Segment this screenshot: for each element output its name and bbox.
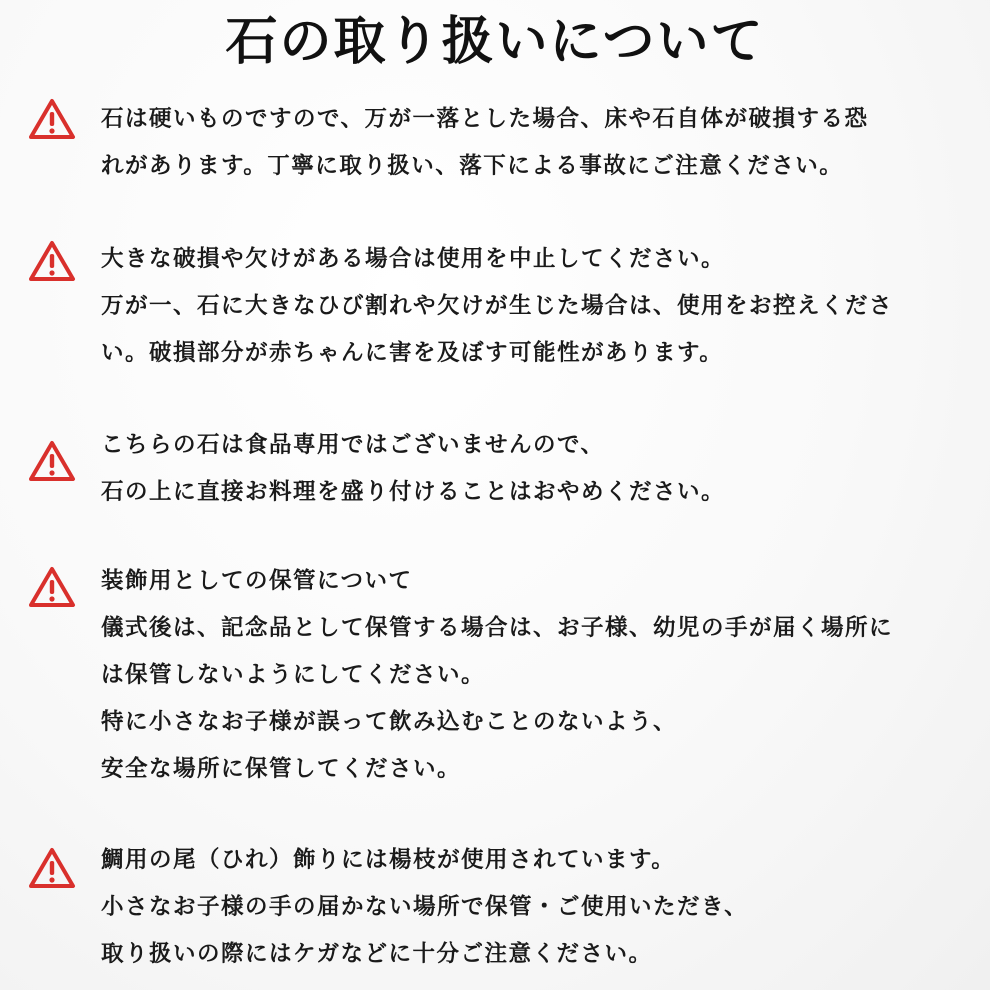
notice-line: 石の上に直接お料理を盛り付けることはおやめください。 [101, 479, 726, 505]
warning-triangle-icon [28, 847, 76, 889]
notice-line: い。破損部分が赤ちゃんに害を及ぼす可能性があります。 [101, 340, 724, 366]
notice-text [101, 558, 981, 793]
warning-triangle-icon [28, 98, 76, 140]
notice-text [101, 96, 981, 190]
notice-line: れがあります。丁寧に取り扱い、落下による事故にご注意ください。 [101, 153, 844, 179]
warning-triangle-icon [28, 566, 76, 608]
notice-line: 特に小さなお子様が誤って飲み込むことのないよう、 [101, 709, 678, 735]
notice-line: は保管しないようにしてください。 [101, 662, 486, 688]
page-title: 石の取り扱いについて [225, 11, 765, 72]
notice-line: 石は硬いものですので、万が一落とした場合、床や石自体が破損する恐 [101, 106, 869, 132]
notice-line: 取り扱いの際にはケガなどに十分ご注意ください。 [101, 941, 653, 967]
notice-text [101, 422, 981, 516]
notice-line: 大きな破損や欠けがある場合は使用を中止してください。 [101, 246, 726, 272]
notice-line: 鯛用の尾（ひれ）飾りには楊枝が使用されています。 [101, 847, 676, 873]
notice-line: 小さなお子様の手の届かない場所で保管・ご使用いただき、 [101, 894, 749, 920]
notice-text [101, 236, 981, 377]
notice-text [101, 837, 981, 978]
warning-triangle-icon [28, 240, 76, 282]
notice-line: こちらの石は食品専用ではございませんので、 [101, 432, 605, 458]
notice-line: 装飾用としての保管について [101, 568, 413, 594]
notice-line: 万が一、石に大きなひび割れや欠けが生じた場合は、使用をお控えくださ [101, 293, 894, 319]
notice-line: 安全な場所に保管してください。 [101, 756, 462, 782]
warning-triangle-icon [28, 440, 76, 482]
notice-line: 儀式後は、記念品として保管する場合は、お子様、幼児の手が届く場所に [101, 615, 894, 641]
